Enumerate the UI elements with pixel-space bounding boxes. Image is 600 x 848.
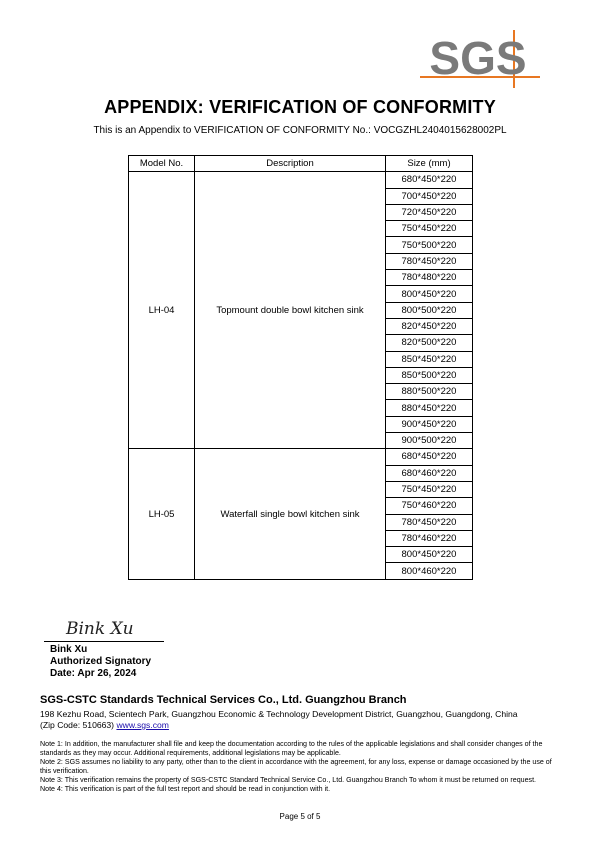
size-cell: 880*450*220 [386,400,473,416]
company-block [40,694,560,731]
description-cell: Topmount double bowl kitchen sink [195,172,386,449]
notes-block [40,740,560,793]
company-address [40,709,560,731]
size-cell: 700*450*220 [386,188,473,204]
zip-code: (Zip Code: 510663) [40,720,117,730]
model-cell: LH-05 [129,449,195,579]
table-row [129,172,473,188]
description-cell: Waterfall single bowl kitchen sink [195,449,386,579]
signature-text: Bink Xu [66,619,134,639]
model-cell: LH-04 [129,172,195,449]
signatory-date: Date: Apr 26, 2024 [50,668,137,679]
size-cell: 880*500*220 [386,384,473,400]
size-cell: 750*450*220 [386,221,473,237]
size-cell: 800*460*220 [386,563,473,579]
signatory-name: Bink Xu [50,644,88,655]
model-size-table [128,155,473,580]
note-3: Note 3: This verification remains the property of SGS-CSTC Standard Technical Service Co., Ltd. Guangzhou Branch To whom it must be returned on request. [40,775,537,784]
header-model: Model No. [129,156,195,172]
size-cell: 800*500*220 [386,302,473,318]
header-size: Size (mm) [386,156,473,172]
size-cell: 780*480*220 [386,270,473,286]
size-cell: 680*450*220 [386,172,473,188]
page-subtitle: This is an Appendix to VERIFICATION OF CONFORMITY No.: VOCGZHL2404015628002PL [93,125,507,136]
table-row [129,449,473,465]
size-cell: 900*500*220 [386,433,473,449]
size-cell: 900*450*220 [386,416,473,432]
note-1: Note 1: In addition, the manufacturer shall file and keep the documentation according to the rules of the applicable legislations and shall consider changes of the standards as they may occur. Additional requirements, additional legislations may be applicable. [40,740,543,757]
company-name: SGS-CSTC Standards Technical Services Co., Ltd. Guangzhou Branch [40,694,407,706]
page-title: APPENDIX: VERIFICATION OF CONFORMITY [104,97,496,117]
size-cell: 820*450*220 [386,318,473,334]
sgs-logo [420,30,540,88]
size-cell: 750*500*220 [386,237,473,253]
size-cell: 820*500*220 [386,335,473,351]
header-description: Description [195,156,386,172]
size-cell: 800*450*220 [386,547,473,563]
address-line: 198 Kezhu Road, Scientech Park, Guangzhou Economic & Technology Development District, Guangzhou, Guangdong, China [40,709,518,719]
sgs-logo-text: SGS [429,32,527,84]
size-cell: 680*450*220 [386,449,473,465]
signature-line [44,641,164,642]
size-cell: 780*460*220 [386,530,473,546]
size-cell: 800*450*220 [386,286,473,302]
size-cell: 750*460*220 [386,498,473,514]
size-cell: 720*450*220 [386,204,473,220]
size-cell: 780*450*220 [386,514,473,530]
size-cell: 680*460*220 [386,465,473,481]
table-header-row [129,156,473,172]
signatory-role: Authorized Signatory [50,656,152,667]
size-cell: 750*450*220 [386,481,473,497]
note-4: Note 4: This verification is part of the full test report and should be read in conjunction with it. [40,784,331,793]
signatory-block [50,644,151,680]
size-cell: 780*450*220 [386,253,473,269]
handwritten-signature [64,610,156,642]
website-link[interactable]: www.sgs.com [116,720,169,730]
note-2: Note 2: SGS assumes no liability to any party, other than to the client in accordance with the agreement, for any loss, expense or damage occasioned by the use of this verification. [40,757,552,775]
size-cell: 850*500*220 [386,367,473,383]
size-cell: 850*450*220 [386,351,473,367]
page-number: Page 5 of 5 [279,812,321,821]
